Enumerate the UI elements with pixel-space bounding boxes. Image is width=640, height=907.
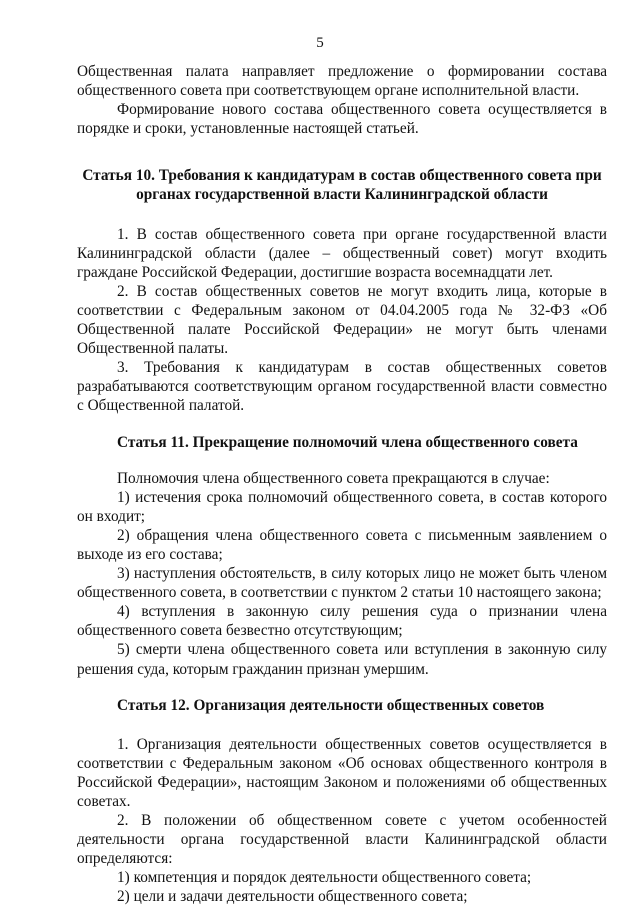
article-10-item-1: 1. В состав общественного совета при органе государственной власти Калининградской области (далее – общественный совет) могут входить граждане Российской Федерации, достигшие возраста восемнадцати лет. [77, 225, 607, 281]
spacer [77, 715, 607, 735]
intro-paragraph-1: Общественная палата направляет предложение о формировании состава общественного совета при соответствующем органе исполнительной власти. [77, 63, 607, 100]
article-11-lead: Полномочия члена общественного совета прекращаются в случае: [117, 469, 550, 487]
article-12-subitem-1: 1) компетенция и порядок деятельности общественного совета; [117, 869, 532, 887]
article-12-item-2: 2. В положении об общественном совете с учетом особенностей деятельности органа государственной власти Калининградской области определяются: [77, 812, 607, 868]
article-12-subitem-2: 2) цели и задачи деятельности общественного совета; [117, 888, 468, 906]
intro-paragraph-2: Формирование нового состава общественного совета осуществляется в порядке и сроки, установленные настоящей статьей. [77, 101, 607, 138]
article-11-title: Статья 11. Прекращение полномочий члена общественного совета [117, 433, 578, 451]
article-11-item-5: 5) смерти члена общественного совета или вступления в законную силу решения суда, которым гражданин признан умершим. [77, 641, 607, 678]
spacer [77, 416, 607, 433]
document-body [77, 62, 607, 907]
article-12-item-1: 1. Организация деятельности общественных советов осуществляется в соответствии с Федеральным законом «Об основах общественного контроля в Российской Федерации», настоящим Законом и положениями об общественных советах. [77, 735, 607, 810]
article-11-item-2: 2) обращения члена общественного совета с письменным заявлением о выходе из его состава; [77, 526, 607, 563]
spacer [77, 138, 607, 166]
article-10-item-2: 2. В состав общественных советов не могут входить лица, которые в соответствии с Федеральным законом от 04.04.2005 года № 32-ФЗ «Об Общественной палате Российской Федерации» не могут быть членами Общественной палаты. [77, 282, 607, 358]
spacer [77, 679, 607, 696]
article-11-item-3: 3) наступления обстоятельств, в силу которых лицо не может быть членом общественного совета, в соответствии с пунктом 2 статьи 10 настоящего закона; [77, 565, 607, 602]
article-10-item-3: 3. Требования к кандидатурам в состав общественных советов разрабатываются соответствующим органом государственной власти совместно с Общественной палатой. [77, 359, 607, 415]
article-11-item-4: 4) вступления в законную силу решения суда о признании члена общественного совета безвестно отсутствующим; [77, 603, 607, 640]
article-10-title: Статья 10. Требования к кандидатурам в состав общественного совета при органах государственной власти Калининградской области [82, 167, 602, 204]
article-11-item-1: 1) истечения срока полномочий общественного совета, в состав которого он входит; [77, 488, 607, 525]
page-number: 5 [316, 35, 324, 51]
spacer [77, 205, 607, 225]
spacer [77, 452, 607, 469]
article-12-title: Статья 12. Организация деятельности общественных советов [117, 696, 545, 714]
